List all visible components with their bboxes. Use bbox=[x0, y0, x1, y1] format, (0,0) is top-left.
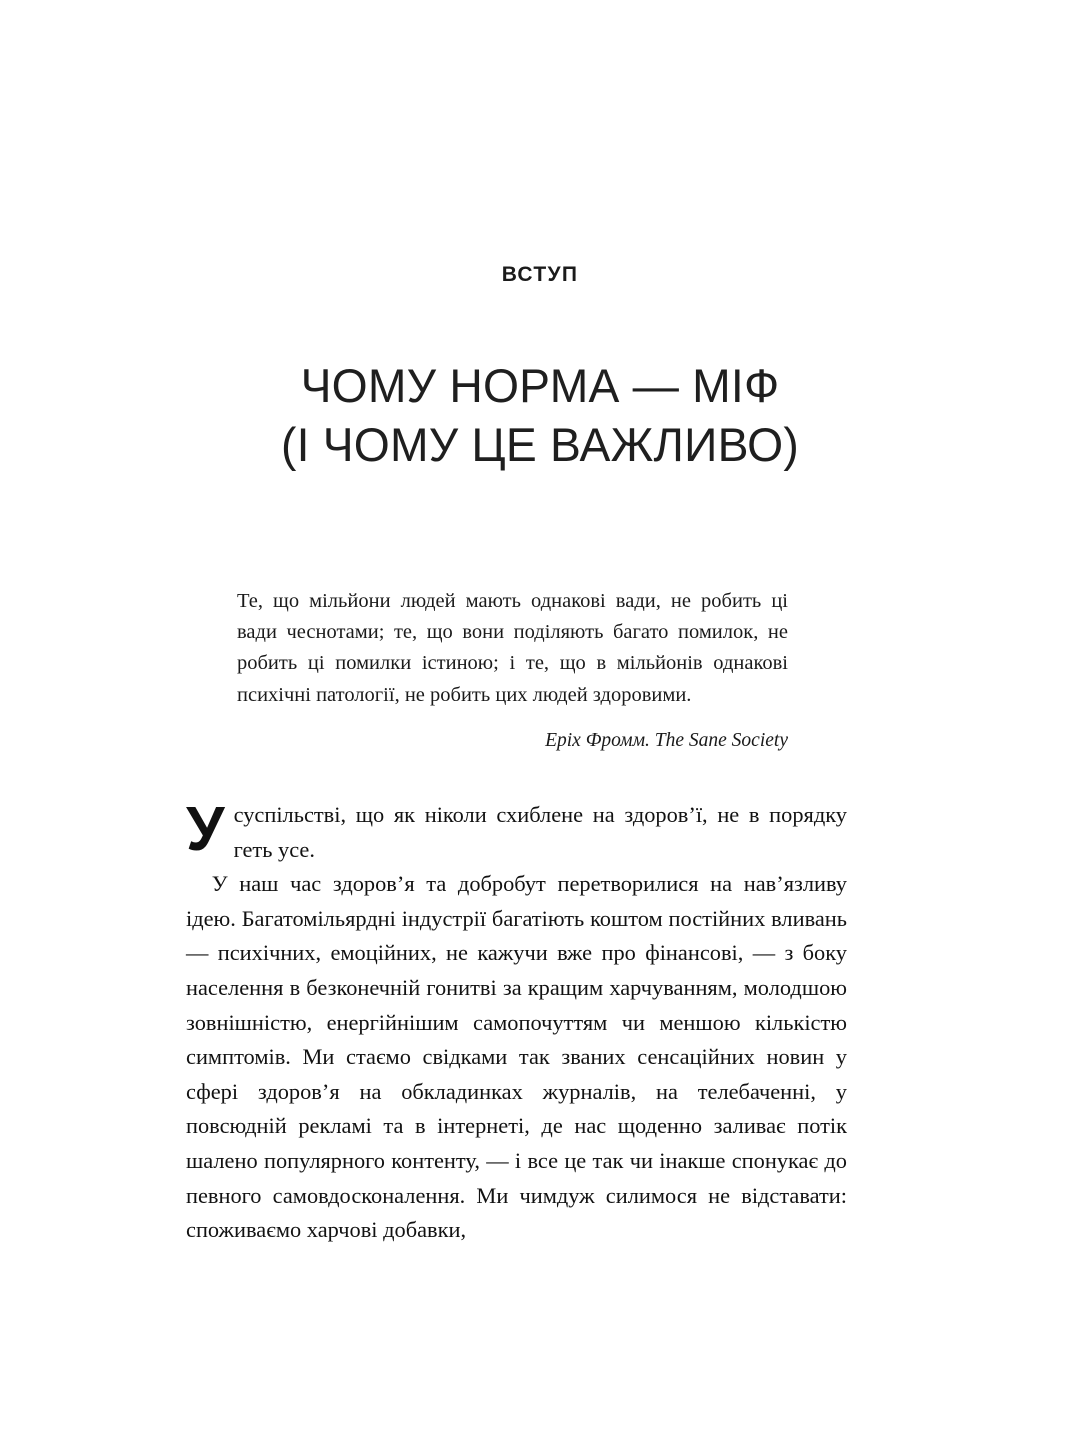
body-text bbox=[186, 795, 847, 1248]
body-paragraph-2: У наш час здоров’я та добробут перетворилися на нав’язливу ідею. Багатомільярдні індустрії багатіють коштом постійних вливань — психічних, емоційних, не кажучи вже про фінансові, — з боку населення в безконечній гонитві за кращим харчуванням, молодшою зовнішністю, енергійнішим самопочуттям чи меншою кількістю симптомів. Ми стаємо свідками так званих сенсаційних новин у сфері здоров’я на обкладинках журналів, на телебаченні, у повсюдній рекламі та в інтернеті, де нас щоденно заливає потік шалено популярного контенту, — і все це так чи інакше спонукає до певного самовдосконалення. Ми чимдуж силимося не відставати: споживаємо харчові добавки, bbox=[186, 871, 847, 1243]
epigraph-block bbox=[237, 586, 788, 754]
epigraph-quote: Те, що мільйони людей мають однакові вади, не робить ці вади чеснотами; те, що вони поділяють багато помилок, не робить ці помилки істиною; і те, що в мільйонів однакові психічні патології, не робить цих людей здоровими. bbox=[237, 590, 788, 706]
chapter-title-line-1: ЧОМУ НОРМА — МІФ bbox=[300, 359, 780, 412]
chapter-title bbox=[8, 356, 1072, 474]
drop-cap: У bbox=[186, 795, 225, 864]
section-kicker: ВСТУП bbox=[501, 263, 579, 286]
body-paragraph-1 bbox=[186, 795, 847, 867]
body-paragraph-1-text: суспільстві, що як ніколи схиблене на здоров’ї, не в порядку геть усе. bbox=[233, 802, 847, 862]
chapter-title-line-2: (І ЧОМУ ЦЕ ВАЖЛИВО) bbox=[281, 418, 799, 471]
epigraph-attribution: Еріх Фромм. The Sane Society bbox=[545, 729, 788, 751]
